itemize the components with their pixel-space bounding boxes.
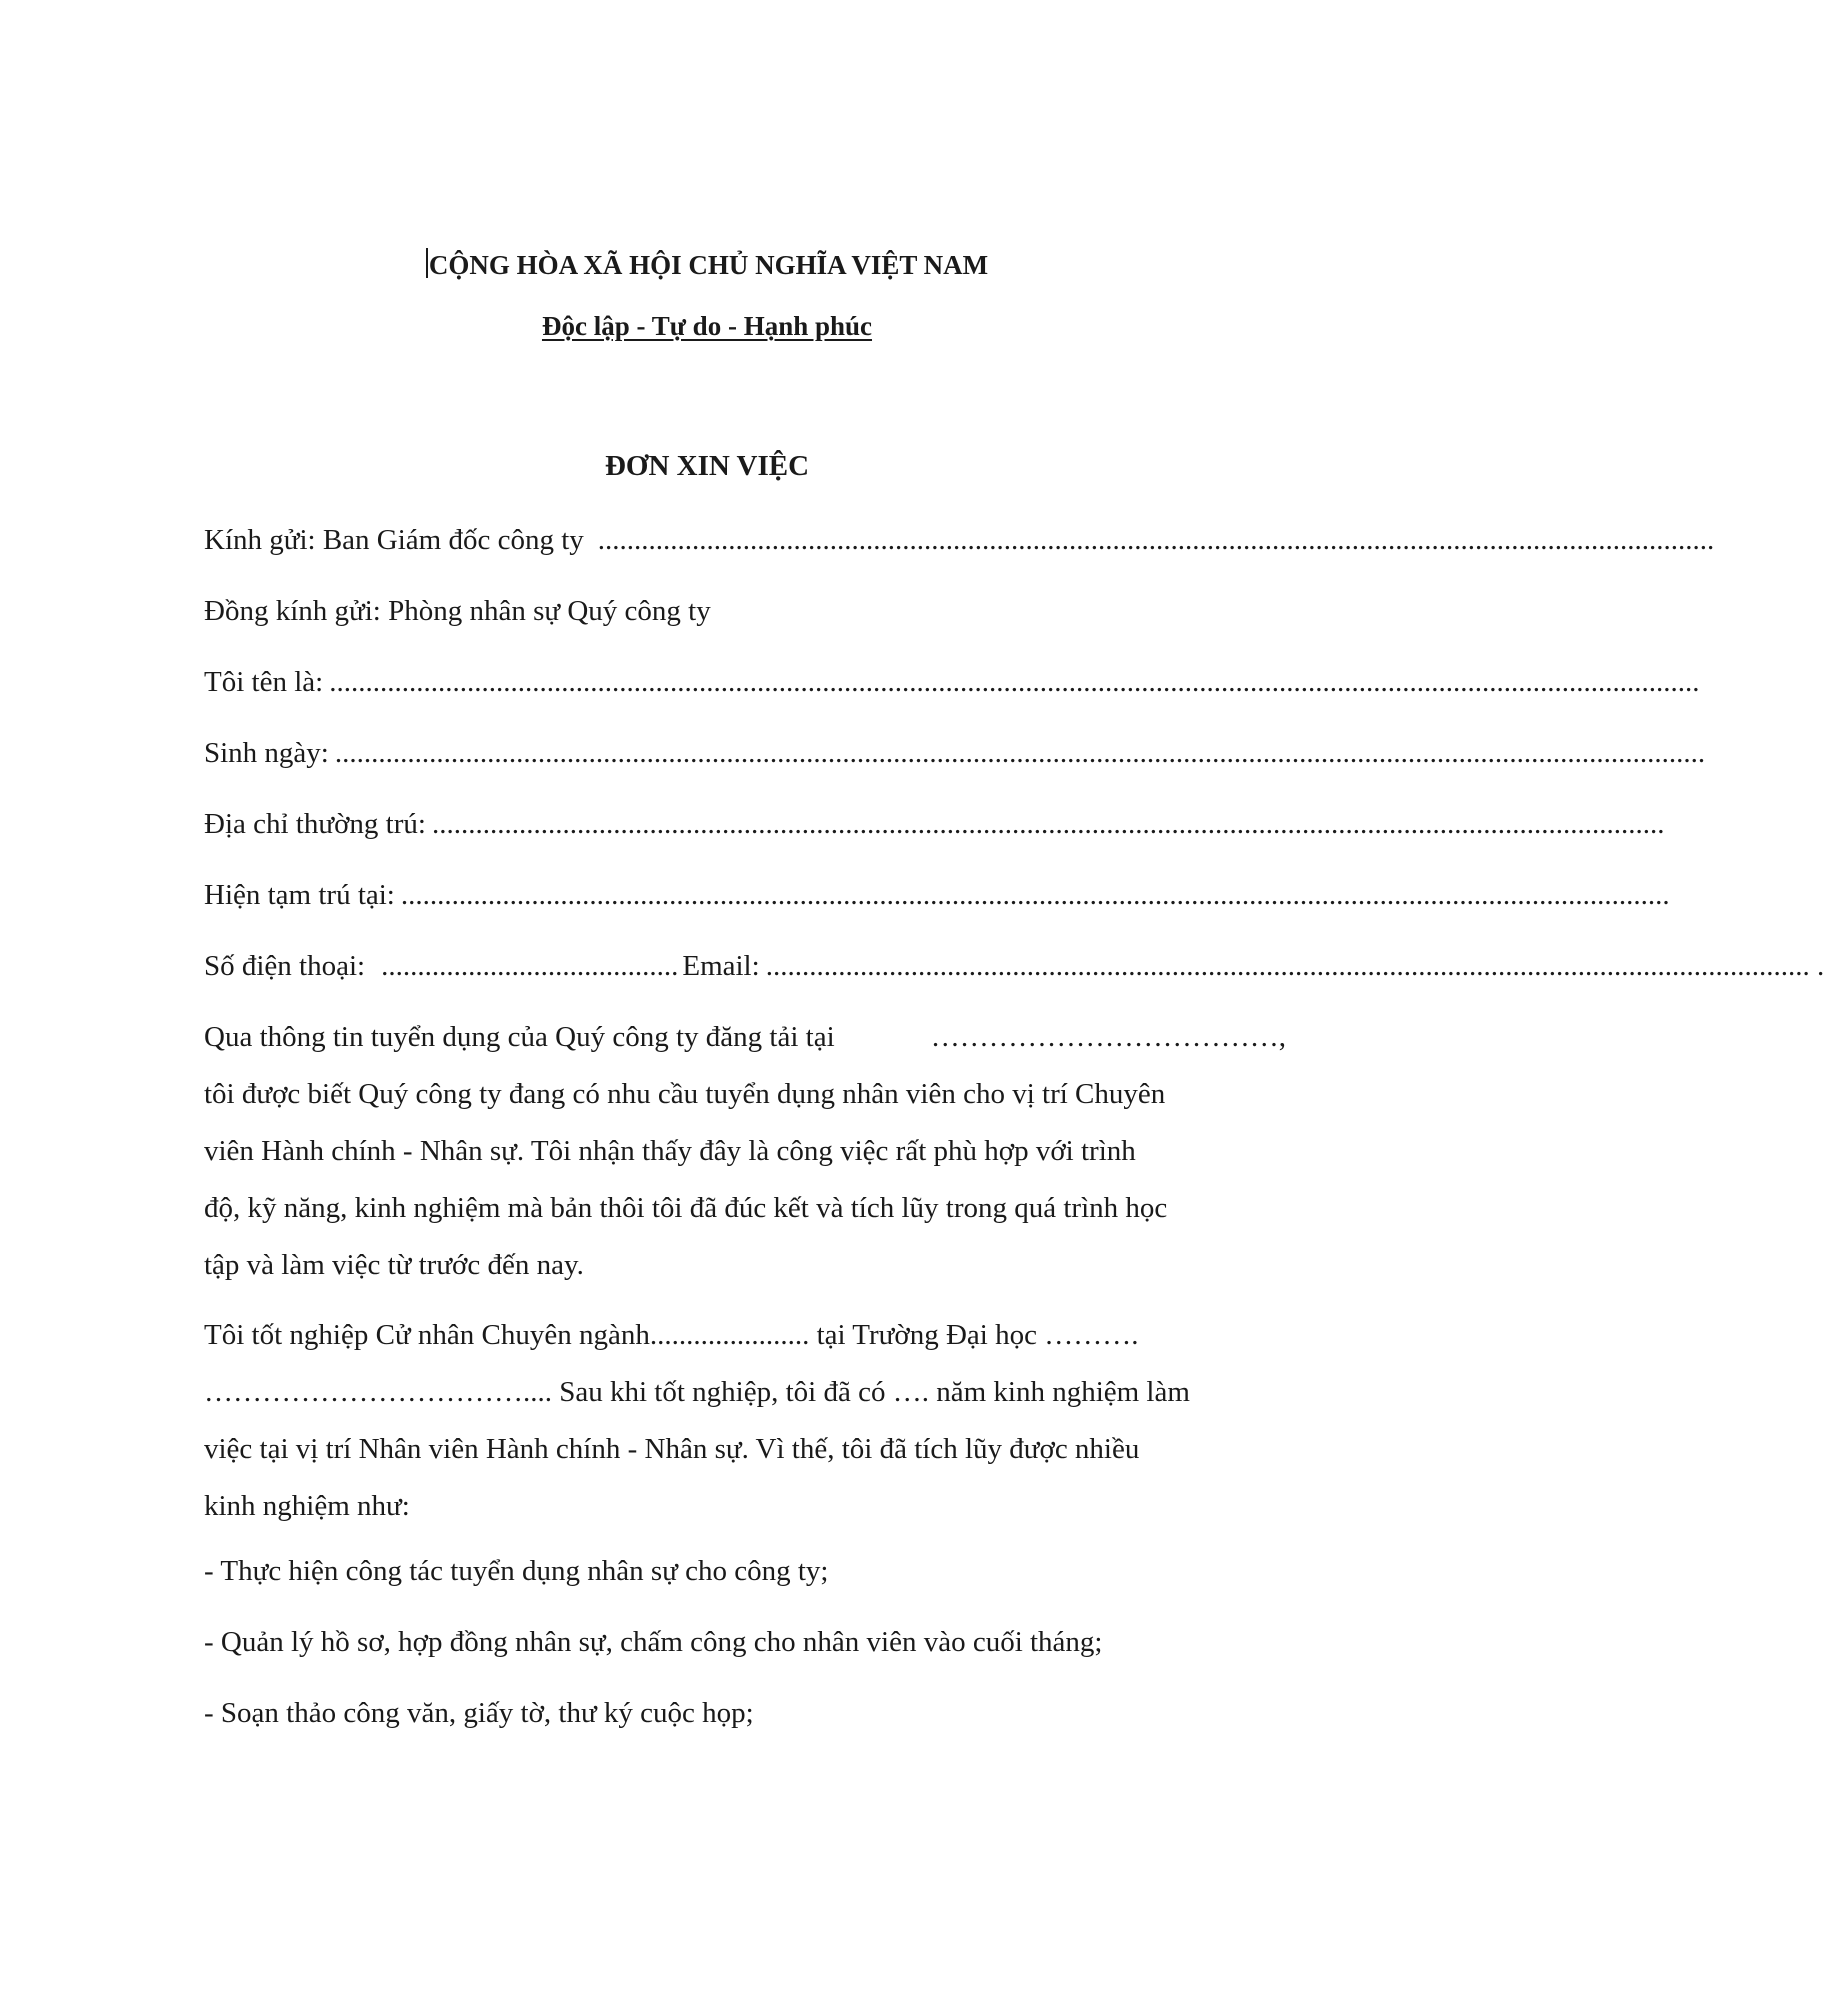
- paragraph-intro-line: [204, 1009, 1286, 1066]
- field-recipient-label: Kính gửi: Ban Giám đốc công ty: [204, 524, 584, 556]
- national-motto: Độc lập - Tự do - Hạnh phúc: [541, 311, 873, 341]
- field-temp-address-blank[interactable]: ...............................................................................................................................................................................: [400, 879, 1670, 911]
- bullet-item: - Soạn thảo công văn, giấy tờ, thư ký cuộc họp;: [204, 1697, 754, 1729]
- field-phone-label: Số điện thoại:: [204, 950, 366, 982]
- field-address: [204, 806, 1665, 842]
- field-phone-blank[interactable]: .........................................: [381, 950, 679, 982]
- field-address-blank[interactable]: ..........................................................................................................................................................................: [431, 808, 1665, 840]
- paragraph-intro-line1: Qua thông tin tuyển dụng của Quý công ty đăng tải tại: [204, 1021, 835, 1053]
- field-name: [204, 664, 1700, 700]
- paragraph-education-line: Tôi tốt nghiệp Cử nhân Chuyên ngành...................... tại Trường Đại học ……….: [204, 1319, 1139, 1351]
- field-cc: Đồng kính gửi: Phòng nhân sự Quý công ty: [204, 595, 711, 627]
- document-title: ĐƠN XIN VIỆC: [604, 450, 810, 482]
- field-recipient-blank[interactable]: ..........................................................................................................................................................: [597, 524, 1715, 556]
- paragraph-intro-line: tôi được biết Quý công ty đang có nhu cầu tuyển dụng nhân viên cho vị trí Chuyên: [204, 1078, 1166, 1110]
- field-email-blank[interactable]: ................................................................................................................................................ .: [765, 950, 1824, 982]
- field-dob-label: Sinh ngày:: [204, 737, 329, 769]
- bullet-item: - Quản lý hồ sơ, hợp đồng nhân sự, chấm công cho nhân viên vào cuối tháng;: [204, 1626, 1103, 1658]
- field-temp-address-label: Hiện tạm trú tại:: [204, 879, 395, 911]
- paragraph-intro-source-blank[interactable]: ………………………………,: [930, 1021, 1286, 1053]
- field-dob-blank[interactable]: .............................................................................................................................................................................................: [334, 737, 1706, 769]
- paragraph-education-line: việc tại vị trí Nhân viên Hành chính - Nhân sự. Vì thế, tôi đã tích lũy được nhiều: [204, 1433, 1140, 1465]
- paragraph-education: [204, 1307, 1190, 1535]
- bullet-item: - Thực hiện công tác tuyển dụng nhân sự cho công ty;: [204, 1555, 829, 1587]
- paragraph-education-line: …………………………….... Sau khi tốt nghiệp, tôi đã có …. năm kinh nghiệm làm: [204, 1376, 1190, 1408]
- field-address-label: Địa chỉ thường trú:: [204, 808, 426, 840]
- field-dob: [204, 735, 1706, 771]
- field-name-blank[interactable]: .............................................................................................................................................................................................: [329, 666, 1700, 698]
- field-recipient: [204, 522, 1715, 558]
- paragraph-intro: [204, 1009, 1286, 1294]
- paragraph-education-line: kinh nghiệm như:: [204, 1490, 410, 1522]
- national-header: [0, 248, 1414, 281]
- field-email-label: Email:: [682, 950, 760, 982]
- field-temp-address: [204, 877, 1670, 913]
- field-name-label: Tôi tên là:: [204, 666, 324, 698]
- paragraph-intro-line: độ, kỹ năng, kinh nghiệm mà bản thôi tôi đã đúc kết và tích lũy trong quá trình học: [204, 1192, 1168, 1224]
- national-header-text: CỘNG HÒA XÃ HỘI CHỦ NGHĨA VIỆT NAM: [428, 250, 989, 280]
- text-cursor: [426, 248, 428, 278]
- paragraph-intro-line: viên Hành chính - Nhân sự. Tôi nhận thấy đây là công việc rất phù hợp với trình: [204, 1135, 1136, 1167]
- field-contact: [204, 948, 1824, 984]
- paragraph-intro-line: tập và làm việc từ trước đến nay.: [204, 1249, 584, 1281]
